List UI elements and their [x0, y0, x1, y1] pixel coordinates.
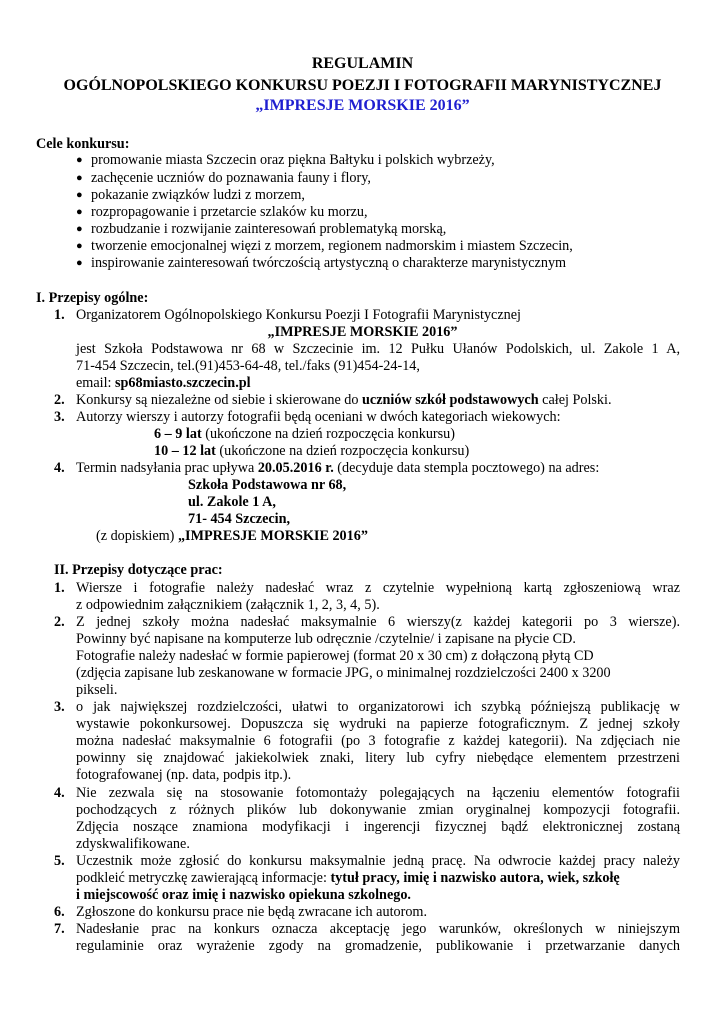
- item-number: 3.: [54, 699, 65, 715]
- works-line: Nadesłanie prac na konkurs oznacza akceptację jego warunków, określonych w niniejszym: [76, 921, 680, 937]
- goals-heading: Cele konkursu:: [36, 136, 130, 152]
- address-line: 71- 454 Szczecin,: [188, 511, 291, 527]
- item-number: 3.: [54, 409, 65, 425]
- item-number: 2.: [54, 392, 65, 408]
- bullet-icon: ●: [76, 154, 83, 166]
- works-line: Zdjęcia noszące znamiona modyfikacji i ingerencji fizycznej bądź elektronicznej zostaną: [76, 819, 680, 835]
- deadline-text: Termin nadsyłania prac upływa 20.05.2016 r. (decyduje data stempla pocztowego) na adres:: [76, 460, 600, 476]
- category-2: 10 – 12 lat (ukończone na dzień rozpoczęcia konkursu): [154, 443, 470, 459]
- document-subtitle: OGÓLNOPOLSKIEGO KONKURSU POEZJI I FOTOGRAFII MARYNISTYCZNEJ: [63, 77, 662, 94]
- works-line: pochodzących z różnych plików lub dokonywanie zmian oryginalnej kompozycji fotografii.: [76, 802, 680, 818]
- category-1: 6 – 9 lat (ukończone na dzień rozpoczęcia konkursu): [154, 426, 455, 442]
- works-line: powinny się znajdować jakiekolwiek znaki, litery lub cyfry niebędące elementem przestrzeni: [76, 750, 680, 766]
- general-heading: I. Przepisy ogólne:: [36, 290, 149, 306]
- bullet-icon: ●: [76, 223, 83, 235]
- works-line: Uczestnik może zgłosić do konkursu maksymalnie jedną pracę. Na odwrocie każdej pracy należy: [76, 853, 680, 869]
- email-link[interactable]: sp68miasto.szczecin.pl: [115, 375, 251, 391]
- works-line: o jak największej rozdzielczości, ułatwi to organizatorowi ich szybką późniejszą publikację w: [76, 699, 680, 715]
- categories-text: Autorzy wierszy i autorzy fotografii będą oceniani w dwóch kategoriach wiekowych:: [76, 409, 561, 425]
- audience-text: Konkursy są niezależne od siebie i skierowane do uczniów szkół podstawowych całej Polski.: [76, 392, 612, 408]
- works-line: regulaminie oraz wyrażenie zgody na gromadzenie, publikowanie i przetwarzanie danych: [76, 938, 680, 954]
- item-number: 4.: [54, 785, 65, 801]
- works-line: z odpowiednim załącznikiem (załącznik 1, 2, 3, 4, 5).: [76, 597, 380, 613]
- works-line: Wiersze i fotografie należy nadesłać wraz z czytelnie wypełnioną kartą zgłoszeniową wraz: [76, 580, 680, 596]
- works-line: Powinny być napisane na komputerze lub odręcznie /czytelnie/ i zapisane na płycie CD.: [76, 631, 576, 647]
- contest-name: „IMPRESJE MORSKIE 2016”: [255, 97, 470, 114]
- address-line: Szkoła Podstawowa nr 68,: [188, 477, 347, 493]
- works-line: Zgłoszone do konkursu prace nie będą zwracane ich autorom.: [76, 904, 428, 920]
- works-line: podkleić metryczkę zawierającą informacje: tytuł pracy, imię i nazwisko autora, wiek, szkołę: [76, 870, 620, 886]
- works-line: można nadesłać maksymalnie 6 fotografii (po 3 fotografie z każdej kategorii). Na zdjęciach nie: [76, 733, 680, 749]
- bullet-icon: ●: [76, 206, 83, 218]
- works-line: fotografowanej (np. data, podpis itp.).: [76, 767, 292, 783]
- item-number: 4.: [54, 460, 65, 476]
- works-line: wystawie pokonkursowej. Dopuszcza się wydruki na papierze fotograficznym. Z jednej szkoły: [76, 716, 680, 732]
- item-number: 1.: [54, 307, 65, 323]
- bullet-icon: ●: [76, 189, 83, 201]
- organizer-address: jest Szkoła Podstawowa nr 68 w Szczecinie im. 12 Pułku Ułanów Podolskich, ul. Zakole 1 A,: [76, 341, 680, 357]
- organizer-text: Organizatorem Ogólnopolskiego Konkursu Poezji I Fotografii Marynistycznej: [76, 307, 521, 323]
- item-number: 6.: [54, 904, 65, 920]
- item-number: 7.: [54, 921, 65, 937]
- works-line: (zdjęcia zapisane lub zeskanowane w formacie JPG, o minimalnej rozdzielczości 2400 x 3200: [76, 665, 611, 681]
- bullet-icon: ●: [76, 240, 83, 252]
- bullet-icon: ●: [76, 172, 83, 184]
- works-line: pikseli.: [76, 682, 118, 698]
- works-line: Nie zezwala się na stosowanie fotomontaży polegających na łączeniu elementów fotografii: [76, 785, 680, 801]
- document-title: REGULAMIN: [311, 55, 414, 72]
- item-number: 5.: [54, 853, 65, 869]
- document-page: REGULAMIN OGÓLNOPOLSKIEGO KONKURSU POEZJI I FOTOGRAFII MARYNISTYCZNEJ „IMPRESJE MORSKIE 2016” Cele konkursu: ● promowanie miasta Szczecin oraz piękna Bałtyku i polskich wybrzeży, ● zachęcenie uczniów do poznawania fauny i flory, ● pokazanie związków ludzi z morzem, ● rozpropagowanie i przetarcie szlaków ku morzu, ● rozbudzanie i rozwijanie zainteresowań problematyką morską, ● tworzenie emocjonalnej więzi z morzem, regionem nadmorskim i miastem Szczecin, ● inspirowanie zainteresowań twórczością artystyczną o charakterze marynistycznym I. Przepisy ogólne: 1. Organizatorem Ogólnopolskiego Konkursu Poezji I Fotografii Marynistycznej „IMPRESJE MORSKIE 2016” jest Szkoła Podstawowa nr 68 w Szczecinie im. 12 Pułku Ułanów Podolskich, ul. Zakole 1 A, 71-454 Szczecin, tel.(91)453-64-48, tel./faks (91)454-24-14, email: sp68miasto.szczecin.pl 2. Konkursy są niezależne od siebie i skierowane do uczniów szkół podstawowych całej Polski. 3. Autorzy wierszy i autorzy fotografii będą oceniani w dwóch kategoriach wiekowych: 6 – 9 lat (ukończone na dzień rozpoczęcia konkursu) 10 – 12 lat (ukończone na dzień rozpoczęcia konkursu) 4. Termin nadsyłania prac upływa 20.05.2016 r. (decyduje data stempla pocztowego) na adres: Szkoła Podstawowa nr 68, ul. Zakole 1 A, 71- 454 Szczecin, (z dopiskiem) „IMPRESJE MORSKIE 2016” II. Przepisy dotyczące prac: 1. Wiersze i fotografie należy nadesłać wraz z czytelnie wypełnioną kartą zgłoszeniową wraz z odpowiednim załącznikiem (załącznik 1, 2, 3, 4, 5). 2. Z jednej szkoły można nadesłać maksymalnie 6 wierszy(z każdej kategorii po 3 wiersze). Powinny być napisane na komputerze lub odręcznie /czytelnie/ i zapisane na płycie CD. Fotografie należy nadesłać w formie papierowej (format 20 x 30 cm) z dołączoną płytą CD (zdjęcia zapisane lub zeskanowane w formacie JPG, o minimalnej rozdzielczości 2400 x 3200 pikseli. 3. o jak największej rozdzielczości, ułatwi to organizatorowi ich szybką późniejszą publikację w wystawie pokonkursowej. Dopuszcza się wydruki na papierze fotograficznym. Z jednej szkoły można nadesłać maksymalnie 6 fotografii (po 3 fotografie z każdej kategorii). Na zdjęciach nie powinny się znajdować jakiekolwiek znaki, litery lub cyfry niebędące elementem przestrzeni fotografowanej (np. data, podpis itp.). 4. Nie zezwala się na stosowanie fotomontaży polegających na łączeniu elementów fotografii pochodzących z różnych plików lub dokonywanie zmian oryginalnej kompozycji fotografii. Zdjęcia noszące znamiona modyfikacji i ingerencji fizycznej bądź elektronicznej zostaną zdyskwalifikowane. 5. Uczestnik może zgłosić do konkursu maksymalnie jedną pracę. Na odwrocie każdej pracy należy podkleić metryczkę zawierającą informacje: tytuł pracy, imię i nazwisko autora, wiek, szkołę i miejscowość oraz imię i nazwisko opiekuna szkolnego. 6. Zgłoszone do konkursu prace nie będą zwracane ich autorom. 7. Nadesłanie prac na konkurs oznacza akceptację jego warunków, określonych w niniejszym regulaminie oraz wyrażenie zgody na gromadzenie, publikowanie i przetwarzanie danych: [0, 0, 725, 1024]
- address-line: ul. Zakole 1 A,: [188, 494, 276, 510]
- works-line: zdyskwalifikowane.: [76, 836, 190, 852]
- organizer-email: email: sp68miasto.szczecin.pl: [76, 375, 251, 391]
- works-heading: II. Przepisy dotyczące prac:: [54, 562, 223, 578]
- address-note: (z dopiskiem) „IMPRESJE MORSKIE 2016”: [96, 528, 368, 544]
- organizer-phone: 71-454 Szczecin, tel.(91)453-64-48, tel./faks (91)454-24-14,: [76, 358, 420, 374]
- works-line: Z jednej szkoły można nadesłać maksymalnie 6 wierszy(z każdej kategorii po 3 wiersze).: [76, 614, 680, 630]
- bullet-icon: ●: [76, 257, 83, 269]
- works-line: Fotografie należy nadesłać w formie papierowej (format 20 x 30 cm) z dołączoną płytą CD: [76, 648, 594, 664]
- item-number: 2.: [54, 614, 65, 630]
- contest-name-inline: „IMPRESJE MORSKIE 2016”: [267, 324, 458, 340]
- works-line: i miejscowość oraz imię i nazwisko opiekuna szkolnego.: [76, 887, 411, 903]
- item-number: 1.: [54, 580, 65, 596]
